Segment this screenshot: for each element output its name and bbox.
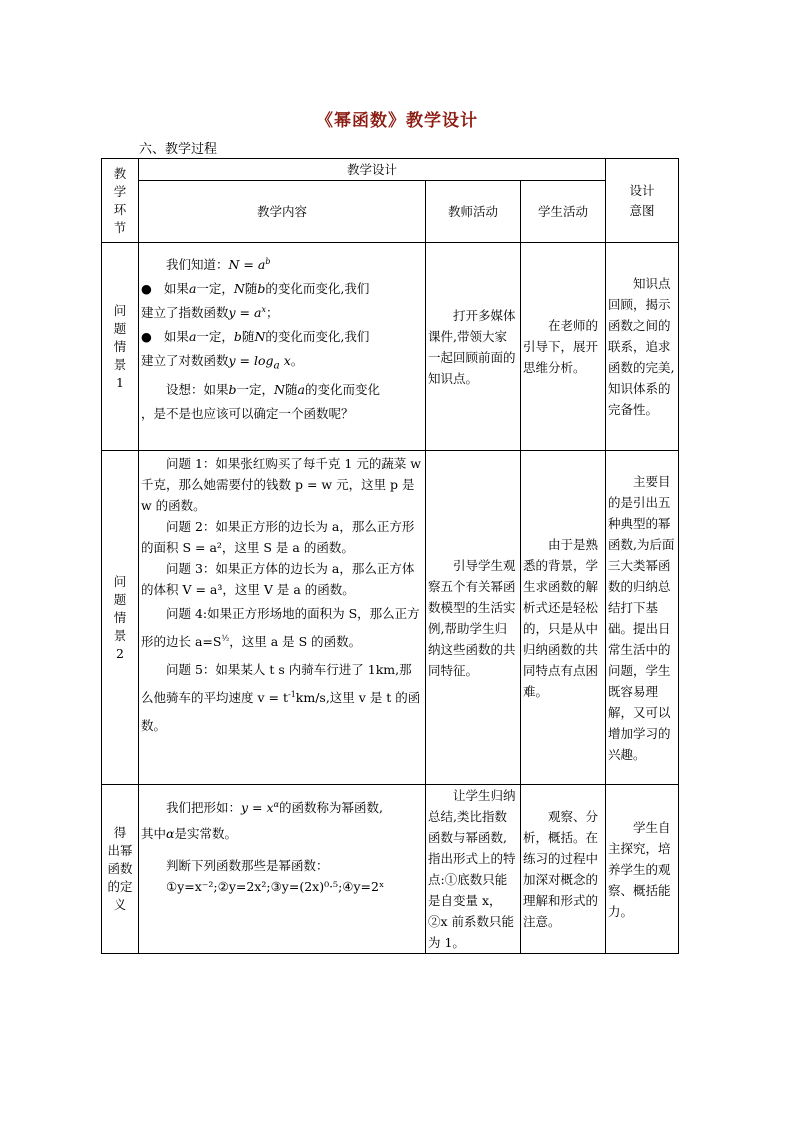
stage-3: 得 出幂 函数 的定 义 bbox=[102, 785, 139, 954]
stage-2: 问 题 情 景 2 bbox=[102, 451, 139, 785]
content-3: 我们把形如：$y = x^\alpha$的函数称为幂函数, 其中α是实常数。 判断下列函数那些是幂函数： ①y=x⁻²;②y=2x²;③y=(2x)⁰·⁵;④y=2ˣ bbox=[139, 785, 426, 954]
header-content: 教学内容 bbox=[139, 181, 426, 243]
section-heading: 六、教学过程 bbox=[139, 142, 218, 157]
teaching-process-table bbox=[101, 158, 679, 954]
header-design: 教学设计 bbox=[139, 159, 606, 181]
intent-1: 知识点回顾，揭示函数之间的联系，追求函数的完美,知识体系的完备性。 bbox=[606, 243, 679, 451]
header-stage-cell: 教 学 环 节 bbox=[102, 159, 139, 243]
header-teacher: 教师活动 bbox=[426, 181, 521, 243]
student-3: 观察、分析，概括。在练习的过程中加深对概念的理解和形式的注意。 bbox=[521, 785, 606, 954]
student-2: 由于是熟悉的背景，学生求函数的解析式还是轻松的，只是从中归纳函数的共同特点有点困难。 bbox=[521, 451, 606, 785]
intent-3: 学生自主探究，培养学生的观察、概括能力。 bbox=[606, 785, 679, 954]
stage-1: 问 题 情 景 1 bbox=[102, 243, 139, 451]
header-intent: 设计 意图 bbox=[606, 159, 679, 243]
header-student: 学生活动 bbox=[521, 181, 606, 243]
teacher-3: 让学生归纳总结,类比指数函数与幂函数,指出形式上的特点:①底数只能是自变量 x，②x 前系数只能为 1。 bbox=[426, 785, 521, 954]
student-1: 在老师的引导下，展开思维分析。 bbox=[521, 243, 606, 451]
content-2: 问题 1：如果张红购买了每千克 1 元的蔬菜 w 千克，那么她需要付的钱数 p = w 元，这里 p 是 w 的函数。 问题 2：如果正方形的边长为 a，那么正方形的面积 S = a²，这里 S 是 a 的函数。 问题 3：如果正方体的边长为 a，那么正方体的体积 V = a³，这里 V 是 a 的函数。 问题 4:如果正方形场地的面积为 S，那么正方形的边长 $a=S^{\frac{1}{2}}$，这里 a 是 S 的函数。 问题 5：如果某人 t s 内骑车行进了 1km,那么他骑车的平均速度 $v = t^{-1}km/s$,这里 v 是 t 的函数。 bbox=[139, 451, 426, 785]
document-title: 《幂函数》教学设计 bbox=[316, 111, 478, 131]
teacher-2: 引导学生观察五个有关幂函数模型的生活实例,帮助学生归纳这些函数的共同特征。 bbox=[426, 451, 521, 785]
content-1: 我们知道：$N = a^b$ ● 如果a一定，N随b的变化而变化,我们 建立了指数函数$y = a^x$； ● 如果a一定，b随N的变化而变化,我们 建立了对数函数$y = \log_a x$。 设想：如果b一定，N随a的变化而变化 ，是不是也应该可以确定一个函数呢？ bbox=[139, 243, 426, 451]
intent-2: 主要目的是引出五种典型的幂函数,为后面三大类幂函数的归纳总结打下基础。提出日常生活中的问题，学生既容易理解，又可以增加学习的兴趣。 bbox=[606, 451, 679, 785]
teacher-1: 打开多媒体课件,带领大家一起回顾前面的知识点。 bbox=[426, 243, 521, 451]
